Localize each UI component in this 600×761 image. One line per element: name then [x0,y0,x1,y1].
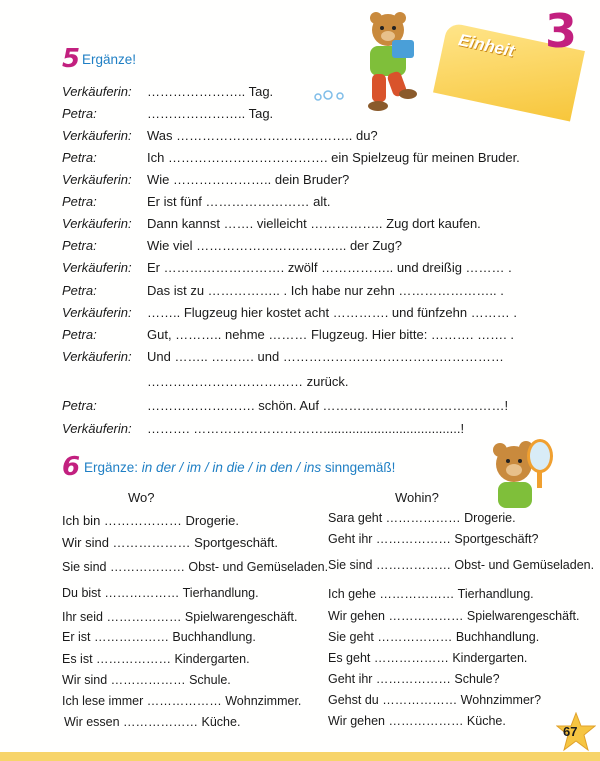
list-item: Wir essen ……………… Küche. [64,715,241,729]
bear-carrying-toy-illustration [340,10,430,120]
list-item: Geht ihr ……………… Schule? [328,672,500,686]
exercise-6-title-suffix: sinngemäß! [321,460,396,475]
dialogue-line: ……………………. schön. Auf ……………………………………! [147,398,509,413]
exercise-5-title: Ergänze! [82,52,137,67]
unit-number: 3 [545,4,578,58]
unit-label: Einheit [456,30,517,61]
dialogue-speaker: Petra: [62,238,97,253]
list-item: Ihr seid ……………… Spielwarengeschäft. [62,610,298,624]
dialogue-line: …….. Flugzeug hier kostet acht …………. und fünfzehn ……… . [147,305,517,320]
list-item: Es ist ……………… Kindergarten. [62,652,250,666]
dialogue-speaker: Verkäuferin: [62,305,132,320]
dialogue-line: Ich ………………………………. ein Spielzeug für meinen Bruder. [147,150,520,165]
exercise-5-number: 5 [62,44,81,74]
exercise-6-title [84,460,395,475]
dialogue-speaker: Verkäuferin: [62,421,132,436]
list-item: Sara geht ……………… Drogerie. [328,511,516,525]
dialogue-speaker: Petra: [62,150,97,165]
list-item: Ich lese immer ……………… Wohnzimmer. [62,694,302,708]
dialogue-line-continuation: ……………………………… zurück. [147,374,349,389]
dialogue-speaker: Petra: [62,327,97,342]
list-item: Du bist ……………… Tierhandlung. [62,586,259,600]
dialogue-line: Das ist zu …………….. . Ich habe nur zehn ………………….. . [147,283,504,298]
list-item: Geht ihr ……………… Sportgeschäft? [328,532,539,546]
column-header-wo: Wo? [128,490,155,505]
dialogue-speaker: Verkäuferin: [62,84,132,99]
dialogue-line: Gut, ……….. nehme ……… Flugzeug. Hier bitte: ………. ……. . [147,327,514,342]
list-item: Sie sind ……………… Obst- und Gemüseladen. [328,558,595,572]
list-item: Wir gehen ……………… Küche. [328,714,506,728]
dialogue-line: Wie ………………….. dein Bruder? [147,172,350,187]
dialogue-line: Wie viel …………………………….. der Zug? [147,238,402,253]
list-item: Wir gehen ……………… Spielwarengeschäft. [328,609,580,623]
list-item: Gehst du ……………… Wohnzimmer? [328,693,542,707]
page-number: 67 [563,724,578,739]
dialogue-line: ………. …………………………......................................! [147,421,465,436]
dialogue-speaker: Verkäuferin: [62,349,132,364]
list-item: Wir sind ……………… Sportgeschäft. [62,535,278,550]
dialogue-speaker: Petra: [62,283,97,298]
list-item: Sie geht ……………… Buchhandlung. [328,630,540,644]
list-item: Wir sind ……………… Schule. [62,673,231,687]
column-header-wohin: Wohin? [395,490,439,505]
dialogue-speaker: Verkäuferin: [62,172,132,187]
list-item: Es geht ……………… Kindergarten. [328,651,528,665]
list-item: Er ist ……………… Buchhandlung. [62,630,256,644]
list-item: Sie sind ……………… Obst- und Gemüseladen. [62,560,329,574]
dialogue-line: Er ist fünf …………………… alt. [147,194,331,209]
motion-puffs-icon [312,88,352,104]
bear-with-mirror-illustration [482,434,562,514]
dialogue-speaker: Verkäuferin: [62,216,132,231]
dialogue-speaker: Petra: [62,106,97,121]
dialogue-line: ………………….. Tag. [147,84,274,99]
list-item: Ich gehe ……………… Tierhandlung. [328,587,534,601]
dialogue-speaker: Verkäuferin: [62,260,132,275]
dialogue-speaker: Petra: [62,398,97,413]
dialogue-line: Er ………………………. zwölf …………….. und dreißig ……… . [147,260,512,275]
dialogue-speaker: Petra: [62,194,97,209]
exercise-6-title-options: in der / im / in die / in den / ins [141,460,322,475]
dialogue-line: Was ………………………………….. du? [147,128,378,143]
dialogue-line: Und …….. ………. und …………………………………………… [147,349,504,364]
list-item: Ich bin ……………… Drogerie. [62,513,239,528]
exercise-6-title-prefix: Ergänze: [84,460,142,475]
dialogue-line: ………………….. Tag. [147,106,274,121]
dialogue-speaker: Verkäuferin: [62,128,132,143]
exercise-6-number: 6 [62,452,81,482]
bottom-decorative-bar [0,752,600,761]
dialogue-line: Dann kannst ……. vielleicht …………….. Zug dort kaufen. [147,216,481,231]
